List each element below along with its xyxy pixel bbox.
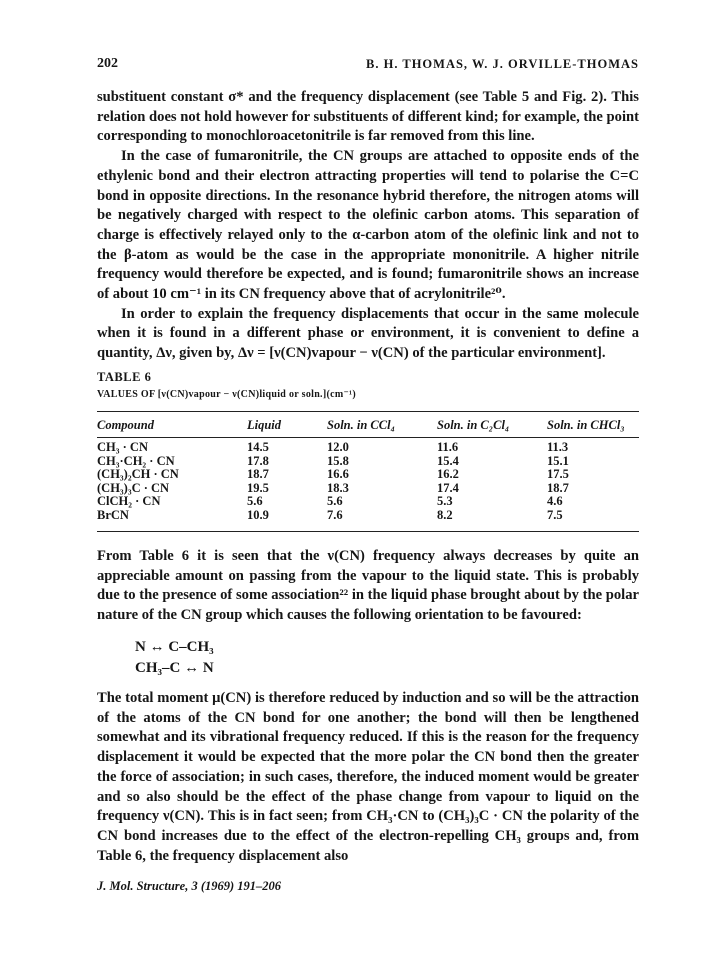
paragraph: The total moment μ(CN) is therefore reduced by induction and so will be the attraction of the atoms of the CN bond for one another; the bond will then be lengthened somewhat and its vibrational frequency reduced. If this is the reason for the frequency displacement it would be expected that the more polar the CN bond then the greater the force of association; in such cases, therefore, the induced moment would be greater and so also should be the effect of the phase change from vapour to liquid on the frequency ν(CN). This is in fact seen; from CH₃·CN to (CH₃)₃C · CN the polarity of the CN bond increases due to the effect of the electron-repelling CH₃ groups and, from Table 6, the frequency displacement also — [97, 690, 639, 864]
data-table — [97, 414, 639, 523]
value-cell: 17.8 — [247, 453, 269, 468]
paragraph: substituent constant σ* and the frequency displacement (see Table 5 and Fig. 2). This relation does not hold however for substituents of different kind; for example, the point corresponding to monochloroacetonitrile is far removed from this line. — [97, 89, 639, 145]
paragraph: In order to explain the frequency displacements that occur in the same molecule when it is found in a different phase or environment, it is convenient to define a quantity, Δν, given by, Δν = [ν(CN)vapour − ν(CN) of the particular environment]. — [97, 305, 639, 362]
value-cell: 18.7 — [547, 480, 569, 495]
value-cell: 7.5 — [547, 507, 563, 522]
value-cell: 17.4 — [437, 480, 459, 495]
journal-footer: J. Mol. Structure, 3 (1969) 191–206 — [97, 879, 282, 893]
compound-cell: (CH₃)₃C · CN — [97, 480, 170, 495]
table-row — [97, 509, 639, 523]
value-cell: 15.4 — [437, 453, 459, 468]
value-cell: 19.5 — [247, 480, 269, 495]
value-cell: 7.6 — [327, 507, 343, 522]
value-cell: 15.8 — [327, 453, 349, 468]
compound-cell: (CH₃)₂CH · CN — [97, 467, 179, 482]
paragraph: From Table 6 it is seen that the ν(CN) frequency always decreases by quite an appreciable amount on passing from the vapour to the liquid state. This is probably due to the presence of some association²² in the liquid phase brought about by the polar nature of the CN group which causes the following orientation to be favoured: — [97, 548, 639, 624]
value-cell: 10.9 — [247, 507, 269, 522]
table-row — [97, 436, 639, 455]
value-cell: 8.2 — [437, 507, 453, 522]
column-header: Liquid — [247, 417, 282, 432]
compound-cell: ClCH₂ · CN — [97, 494, 161, 509]
value-cell: 16.2 — [437, 467, 459, 482]
column-header: Soln. in C₂Cl₄ — [437, 417, 510, 432]
table-row — [97, 455, 639, 469]
table-title: TABLE 6 — [97, 370, 152, 384]
table-row — [97, 482, 639, 496]
value-cell: 12.0 — [327, 440, 349, 454]
value-cell: 5.6 — [327, 494, 343, 509]
value-cell: 4.6 — [547, 494, 563, 509]
table-caption: VALUES OF [ν(CN)vapour − ν(CN)liquid or soln.](cm⁻¹) — [97, 389, 356, 400]
body-text-top — [97, 88, 639, 364]
value-cell: 17.5 — [547, 467, 569, 482]
table-row — [97, 468, 639, 482]
paragraph: In the case of fumaronitrile, the CN groups are attached to opposite ends of the ethylenic bond and their electron attracting properties will tend to polarise the C=C bond in opposite directions. In the resonance hybrid therefore, the nitrogen atoms will be negatively charged with respect to the olefinic carbon atoms. This separation of charge is effectively relayed only to the α-carbon atom of the olefinic link and not to the β-atom as would be the case in the appropriate mononitrile. A higher nitrile frequency would therefore be expected, and is found; fumaronitrile shows an increase of about 10 cm⁻¹ in its CN frequency above that of acrylonitrile²⁰. — [97, 148, 639, 303]
compound-cell: BrCN — [97, 507, 129, 522]
column-header: Soln. in CCl₄ — [327, 417, 395, 432]
formula-line: N ↔ C–CH₃ — [135, 639, 214, 655]
value-cell: 16.6 — [327, 467, 349, 482]
value-cell: 11.6 — [437, 440, 459, 454]
page-number: 202 — [97, 56, 118, 71]
orientation-formulas — [135, 637, 214, 679]
value-cell: 5.6 — [247, 494, 263, 509]
table-rule-top — [97, 411, 639, 412]
column-header: Soln. in CHCl₃ — [547, 417, 625, 432]
table-rule-bottom — [97, 531, 639, 532]
table-header-row — [97, 414, 639, 436]
compound-cell: CH₃·CH₂ · CN — [97, 453, 175, 468]
value-cell: 14.5 — [247, 440, 269, 454]
formula-line: CH₃–C ↔ N — [135, 660, 214, 676]
value-cell: 18.7 — [247, 467, 269, 482]
value-cell: 11.3 — [547, 440, 569, 454]
running-authors: B. H. THOMAS, W. J. ORVILLE-THOMAS — [366, 57, 639, 71]
value-cell: 18.3 — [327, 480, 349, 495]
compound-cell: CH₃ · CN — [97, 440, 148, 454]
column-header: Compound — [97, 417, 154, 432]
value-cell: 15.1 — [547, 453, 569, 468]
table-row — [97, 495, 639, 509]
body-text-middle — [97, 547, 639, 626]
body-text-bottom — [97, 689, 639, 866]
value-cell: 5.3 — [437, 494, 453, 509]
running-header — [97, 56, 639, 74]
